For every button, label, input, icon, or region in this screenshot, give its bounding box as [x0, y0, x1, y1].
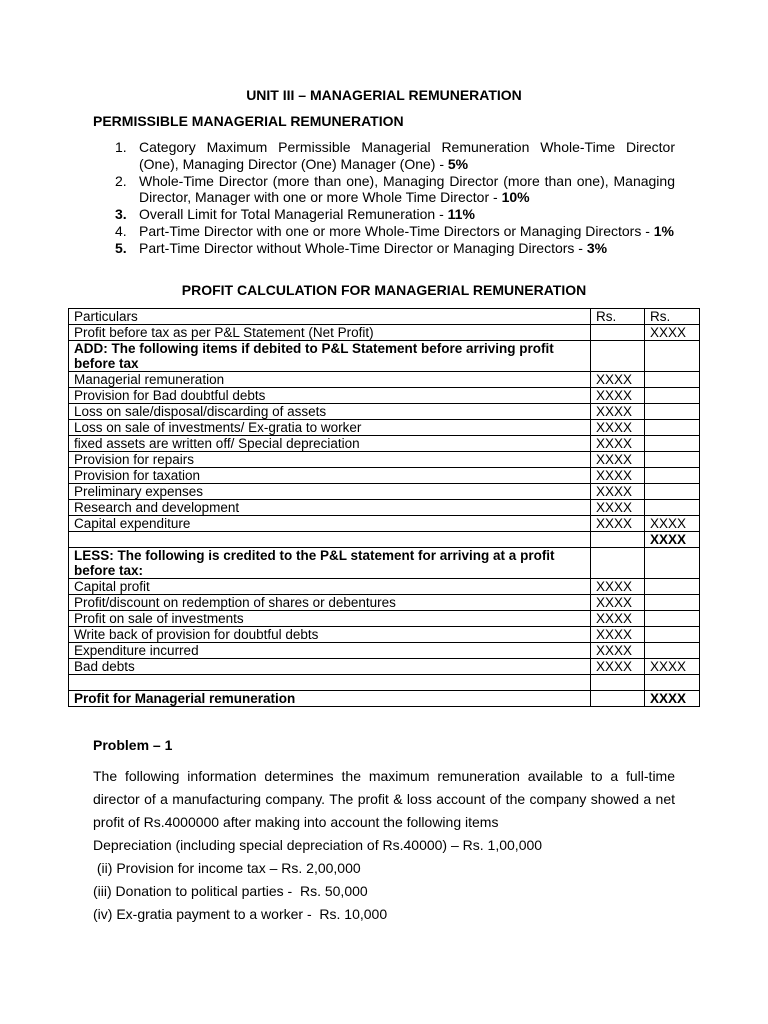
list-value: 1% [653, 223, 674, 239]
list-item [115, 240, 675, 257]
remuneration-list [115, 139, 675, 257]
problem-paragraph: The following information determines the maximum remuneration available to a full-time director of a manufacturing company. The profit & loss account of the company showed a net profit of Rs.4000000 after making into account the following items [93, 768, 675, 830]
cell-rs-1: XXXX [591, 436, 645, 452]
table-row [69, 500, 700, 516]
table-row [69, 611, 700, 627]
table-row [69, 548, 700, 579]
list-number: 5. [115, 240, 127, 256]
cell-particulars: Provision for Bad doubtful debts [69, 388, 591, 404]
table-row [69, 691, 700, 707]
list-number: 3. [115, 206, 127, 222]
list-number: 4. [115, 223, 127, 239]
cell-rs-1 [591, 548, 645, 579]
cell-particulars: Profit for Managerial remuneration [69, 691, 591, 707]
cell-rs-1: XXXX [591, 388, 645, 404]
cell-particulars: Bad debts [69, 659, 591, 675]
cell-rs-1: XXXX [591, 484, 645, 500]
cell-rs-1 [591, 325, 645, 341]
cell-particulars: LESS: The following is credited to the P&L statement for arriving at a profit before tax: [69, 548, 591, 579]
cell-rs-1 [591, 675, 645, 691]
profit-calculation-table [68, 308, 700, 707]
list-text: Overall Limit for Total Managerial Remuneration - [139, 206, 448, 222]
problem-heading: Problem – 1 [93, 737, 173, 753]
cell-rs-2: XXXX [645, 516, 700, 532]
table-row [69, 643, 700, 659]
list-text: Category Maximum Permissible Managerial Remuneration Whole-Time Director (One), Managing Director (One) Manager (One) - [139, 139, 675, 172]
list-item [115, 223, 675, 240]
cell-rs-2: XXXX [645, 325, 700, 341]
cell-particulars: Profit before tax as per P&L Statement (Net Profit) [69, 325, 591, 341]
cell-particulars: Capital profit [69, 579, 591, 595]
cell-rs-1: XXXX [591, 643, 645, 659]
cell-rs-1: XXXX [591, 516, 645, 532]
cell-rs-1: XXXX [591, 579, 645, 595]
table-row [69, 452, 700, 468]
table-row [69, 516, 700, 532]
cell-rs-1: XXXX [591, 500, 645, 516]
cell-particulars: Provision for repairs [69, 452, 591, 468]
cell-particulars [69, 532, 591, 548]
table-row [69, 484, 700, 500]
cell-rs-1: XXXX [591, 627, 645, 643]
cell-rs-2 [645, 484, 700, 500]
cell-particulars: Preliminary expenses [69, 484, 591, 500]
table-title: PROFIT CALCULATION FOR MANAGERIAL REMUNERATION [181, 282, 587, 298]
cell-particulars: Loss on sale/disposal/discarding of assets [69, 404, 591, 420]
cell-rs-1: XXXX [591, 611, 645, 627]
table-row [69, 325, 700, 341]
cell-rs-2 [645, 627, 700, 643]
problem-item: (iv) Ex-gratia payment to a worker - Rs. 10,000 [93, 906, 388, 922]
cell-rs-1: Rs. [591, 309, 645, 325]
cell-rs-2 [645, 420, 700, 436]
page-title: UNIT III – MANAGERIAL REMUNERATION [246, 87, 522, 103]
cell-rs-2 [645, 404, 700, 420]
table-row [69, 436, 700, 452]
cell-particulars: Capital expenditure [69, 516, 591, 532]
table-row [69, 579, 700, 595]
cell-rs-2 [645, 595, 700, 611]
table-row [69, 468, 700, 484]
list-number: 1. [115, 139, 127, 155]
cell-particulars: Profit/discount on redemption of shares or debentures [69, 595, 591, 611]
cell-particulars: Profit on sale of investments [69, 611, 591, 627]
table-row [69, 404, 700, 420]
cell-rs-2: XXXX [645, 532, 700, 548]
cell-rs-2 [645, 388, 700, 404]
problem-item: (iii) Donation to political parties - Rs. 50,000 [93, 883, 368, 899]
list-text: Part-Time Director without Whole-Time Director or Managing Directors - [139, 240, 587, 256]
cell-rs-1: XXXX [591, 372, 645, 388]
cell-rs-1: XXXX [591, 659, 645, 675]
cell-particulars: Managerial remuneration [69, 372, 591, 388]
list-item [115, 173, 675, 206]
cell-rs-2 [645, 436, 700, 452]
cell-particulars: Expenditure incurred [69, 643, 591, 659]
cell-rs-1: XXXX [591, 468, 645, 484]
list-item [115, 206, 675, 223]
problem-item: Depreciation (including special depreciation of Rs.40000) – Rs. 1,00,000 [93, 837, 543, 853]
list-value: 3% [586, 240, 608, 256]
cell-rs-2 [645, 579, 700, 595]
cell-rs-1: XXXX [591, 452, 645, 468]
list-text: Part-Time Director with one or more Whole-Time Directors or Managing Directors - [139, 223, 654, 239]
cell-rs-2 [645, 452, 700, 468]
cell-particulars: Research and development [69, 500, 591, 516]
cell-rs-2 [645, 341, 700, 372]
problem-item: (ii) Provision for income tax – Rs. 2,00,000 [93, 860, 361, 876]
table-row [69, 341, 700, 372]
cell-particulars: Particulars [69, 309, 591, 325]
cell-rs-2 [645, 468, 700, 484]
cell-rs-2 [645, 548, 700, 579]
cell-rs-1 [591, 532, 645, 548]
cell-particulars: Write back of provision for doubtful debts [69, 627, 591, 643]
list-text: Whole-Time Director (more than one), Managing Director (more than one), Managing Director, Manager with one or more Whole Time Director - [139, 172, 675, 205]
table-row [69, 659, 700, 675]
table-row [69, 675, 700, 691]
cell-particulars: ADD: The following items if debited to P&L Statement before arriving profit before tax [69, 341, 591, 372]
cell-rs-2: Rs. [645, 309, 700, 325]
table-row [69, 420, 700, 436]
cell-rs-1: XXXX [591, 595, 645, 611]
table-row [69, 532, 700, 548]
table-header-row [69, 309, 700, 325]
section-heading: PERMISSIBLE MANAGERIAL REMUNERATION [93, 113, 404, 129]
list-number: 2. [115, 172, 127, 189]
table-row [69, 388, 700, 404]
cell-particulars: Loss on sale of investments/ Ex-gratia to worker [69, 420, 591, 436]
cell-rs-1: XXXX [591, 420, 645, 436]
cell-rs-2: XXXX [645, 691, 700, 707]
list-item [115, 139, 675, 172]
cell-rs-2 [645, 500, 700, 516]
cell-particulars: fixed assets are written off/ Special depreciation [69, 436, 591, 452]
cell-rs-2 [645, 611, 700, 627]
cell-rs-2 [645, 372, 700, 388]
cell-rs-1: XXXX [591, 404, 645, 420]
list-value: 11% [447, 206, 475, 222]
cell-rs-2: XXXX [645, 659, 700, 675]
cell-particulars [69, 675, 591, 691]
cell-rs-1 [591, 691, 645, 707]
cell-particulars: Provision for taxation [69, 468, 591, 484]
cell-rs-2 [645, 643, 700, 659]
table-row [69, 595, 700, 611]
table-row [69, 372, 700, 388]
list-value: 5% [447, 155, 469, 172]
list-value: 10% [501, 189, 530, 205]
cell-rs-1 [591, 341, 645, 372]
table-row [69, 627, 700, 643]
cell-rs-2 [645, 675, 700, 691]
